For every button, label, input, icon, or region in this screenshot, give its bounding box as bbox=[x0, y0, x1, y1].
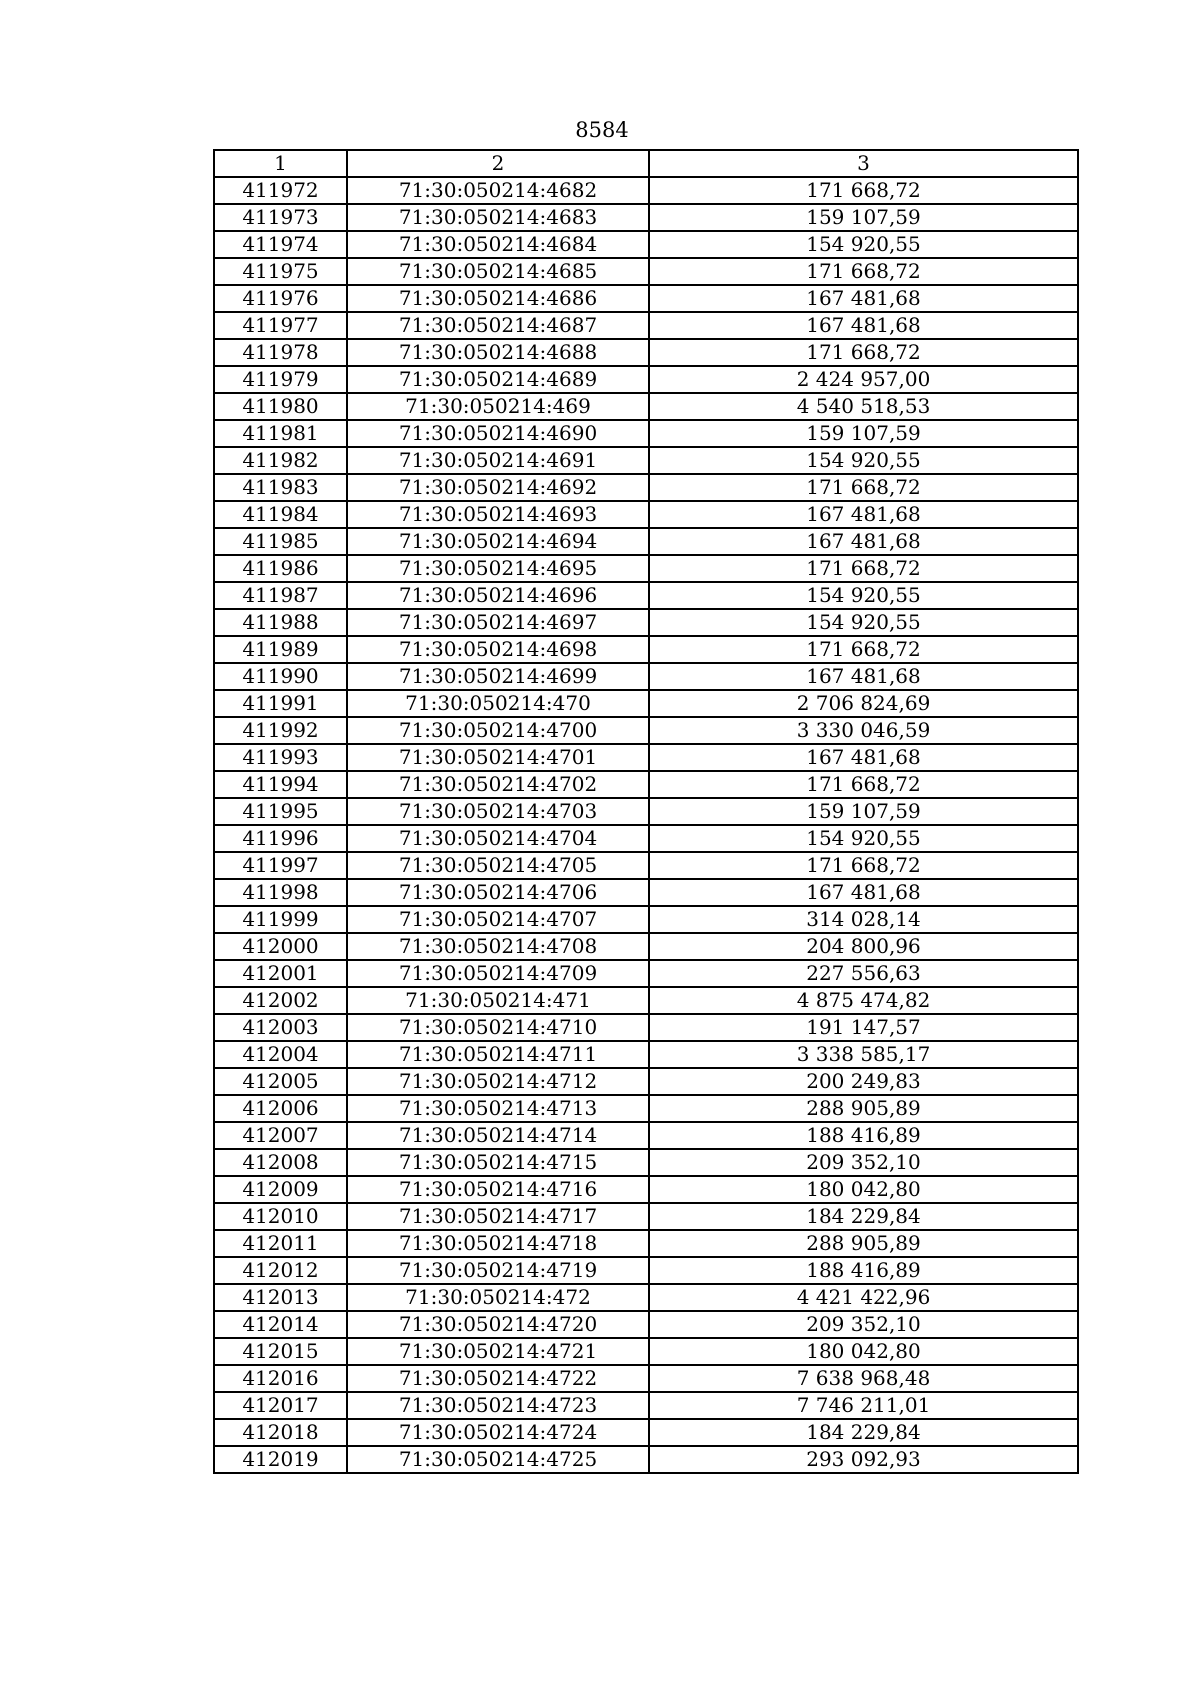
row-number-cell: 412009 bbox=[214, 1176, 347, 1203]
cadastral-number-cell: 71:30:050214:4706 bbox=[347, 879, 649, 906]
value-cell: 171 668,72 bbox=[649, 339, 1078, 366]
table-row bbox=[214, 1311, 1078, 1338]
row-number-cell: 412012 bbox=[214, 1257, 347, 1284]
value-cell: 171 668,72 bbox=[649, 636, 1078, 663]
table-row bbox=[214, 1257, 1078, 1284]
table-row bbox=[214, 798, 1078, 825]
cadastral-number-cell: 71:30:050214:4703 bbox=[347, 798, 649, 825]
row-number-cell: 411994 bbox=[214, 771, 347, 798]
column-header-1: 1 bbox=[214, 150, 347, 177]
table-row bbox=[214, 447, 1078, 474]
table-row bbox=[214, 474, 1078, 501]
table-row bbox=[214, 1122, 1078, 1149]
value-cell: 180 042,80 bbox=[649, 1176, 1078, 1203]
value-cell: 167 481,68 bbox=[649, 879, 1078, 906]
row-number-cell: 412006 bbox=[214, 1095, 347, 1122]
row-number-cell: 411987 bbox=[214, 582, 347, 609]
value-cell: 209 352,10 bbox=[649, 1149, 1078, 1176]
value-cell: 154 920,55 bbox=[649, 609, 1078, 636]
value-cell: 188 416,89 bbox=[649, 1257, 1078, 1284]
table-row bbox=[214, 1446, 1078, 1473]
value-cell: 154 920,55 bbox=[649, 582, 1078, 609]
table-row bbox=[214, 393, 1078, 420]
page-number: 8584 bbox=[575, 118, 629, 142]
value-cell: 184 229,84 bbox=[649, 1203, 1078, 1230]
header-row bbox=[214, 150, 1078, 177]
cadastral-number-cell: 71:30:050214:4694 bbox=[347, 528, 649, 555]
table-body bbox=[214, 177, 1078, 1473]
row-number-cell: 411999 bbox=[214, 906, 347, 933]
value-cell: 314 028,14 bbox=[649, 906, 1078, 933]
cadastral-number-cell: 71:30:050214:471 bbox=[347, 987, 649, 1014]
row-number-cell: 411991 bbox=[214, 690, 347, 717]
table-row bbox=[214, 717, 1078, 744]
value-cell: 288 905,89 bbox=[649, 1230, 1078, 1257]
row-number-cell: 412002 bbox=[214, 987, 347, 1014]
table-row bbox=[214, 1203, 1078, 1230]
value-cell: 293 092,93 bbox=[649, 1446, 1078, 1473]
cadastral-number-cell: 71:30:050214:4698 bbox=[347, 636, 649, 663]
value-cell: 171 668,72 bbox=[649, 177, 1078, 204]
cadastral-number-cell: 71:30:050214:4714 bbox=[347, 1122, 649, 1149]
value-cell: 180 042,80 bbox=[649, 1338, 1078, 1365]
value-cell: 171 668,72 bbox=[649, 771, 1078, 798]
row-number-cell: 411981 bbox=[214, 420, 347, 447]
cadastral-number-cell: 71:30:050214:4707 bbox=[347, 906, 649, 933]
value-cell: 3 338 585,17 bbox=[649, 1041, 1078, 1068]
value-cell: 200 249,83 bbox=[649, 1068, 1078, 1095]
value-cell: 7 638 968,48 bbox=[649, 1365, 1078, 1392]
cadastral-number-cell: 71:30:050214:4709 bbox=[347, 960, 649, 987]
value-cell: 171 668,72 bbox=[649, 852, 1078, 879]
value-cell: 2 424 957,00 bbox=[649, 366, 1078, 393]
value-cell: 171 668,72 bbox=[649, 555, 1078, 582]
row-number-cell: 411990 bbox=[214, 663, 347, 690]
cadastral-number-cell: 71:30:050214:4711 bbox=[347, 1041, 649, 1068]
value-cell: 159 107,59 bbox=[649, 204, 1078, 231]
table-row bbox=[214, 987, 1078, 1014]
row-number-cell: 411993 bbox=[214, 744, 347, 771]
cadastral-number-cell: 71:30:050214:4704 bbox=[347, 825, 649, 852]
cadastral-number-cell: 71:30:050214:4689 bbox=[347, 366, 649, 393]
table-row bbox=[214, 1095, 1078, 1122]
value-cell: 4 421 422,96 bbox=[649, 1284, 1078, 1311]
row-number-cell: 411995 bbox=[214, 798, 347, 825]
row-number-cell: 411986 bbox=[214, 555, 347, 582]
cadastral-number-cell: 71:30:050214:4695 bbox=[347, 555, 649, 582]
value-cell: 167 481,68 bbox=[649, 501, 1078, 528]
cadastral-number-cell: 71:30:050214:4692 bbox=[347, 474, 649, 501]
row-number-cell: 412013 bbox=[214, 1284, 347, 1311]
cadastral-number-cell: 71:30:050214:472 bbox=[347, 1284, 649, 1311]
row-number-cell: 411972 bbox=[214, 177, 347, 204]
cadastral-number-cell: 71:30:050214:4718 bbox=[347, 1230, 649, 1257]
table-row bbox=[214, 258, 1078, 285]
column-header-2: 2 bbox=[347, 150, 649, 177]
table-header bbox=[214, 150, 1078, 177]
value-cell: 159 107,59 bbox=[649, 798, 1078, 825]
table-row bbox=[214, 744, 1078, 771]
cadastral-number-cell: 71:30:050214:4725 bbox=[347, 1446, 649, 1473]
row-number-cell: 411992 bbox=[214, 717, 347, 744]
value-cell: 167 481,68 bbox=[649, 528, 1078, 555]
value-cell: 188 416,89 bbox=[649, 1122, 1078, 1149]
value-cell: 154 920,55 bbox=[649, 825, 1078, 852]
cadastral-number-cell: 71:30:050214:4702 bbox=[347, 771, 649, 798]
table-row bbox=[214, 690, 1078, 717]
table-row bbox=[214, 555, 1078, 582]
row-number-cell: 412008 bbox=[214, 1149, 347, 1176]
table-row bbox=[214, 420, 1078, 447]
cadastral-number-cell: 71:30:050214:470 bbox=[347, 690, 649, 717]
value-cell: 154 920,55 bbox=[649, 447, 1078, 474]
row-number-cell: 412007 bbox=[214, 1122, 347, 1149]
table-row bbox=[214, 204, 1078, 231]
table-row bbox=[214, 636, 1078, 663]
row-number-cell: 412005 bbox=[214, 1068, 347, 1095]
value-cell: 191 147,57 bbox=[649, 1014, 1078, 1041]
table-row bbox=[214, 771, 1078, 798]
row-number-cell: 411982 bbox=[214, 447, 347, 474]
table-row bbox=[214, 528, 1078, 555]
cadastral-number-cell: 71:30:050214:4723 bbox=[347, 1392, 649, 1419]
row-number-cell: 412010 bbox=[214, 1203, 347, 1230]
table-row bbox=[214, 609, 1078, 636]
row-number-cell: 411980 bbox=[214, 393, 347, 420]
row-number-cell: 411985 bbox=[214, 528, 347, 555]
cadastral-number-cell: 71:30:050214:4715 bbox=[347, 1149, 649, 1176]
table-row bbox=[214, 1230, 1078, 1257]
value-cell: 159 107,59 bbox=[649, 420, 1078, 447]
row-number-cell: 412003 bbox=[214, 1014, 347, 1041]
table-row bbox=[214, 501, 1078, 528]
table-row bbox=[214, 1149, 1078, 1176]
row-number-cell: 411979 bbox=[214, 366, 347, 393]
value-cell: 7 746 211,01 bbox=[649, 1392, 1078, 1419]
value-cell: 154 920,55 bbox=[649, 231, 1078, 258]
table-row bbox=[214, 177, 1078, 204]
table-row bbox=[214, 231, 1078, 258]
table-row bbox=[214, 339, 1078, 366]
cadastral-number-cell: 71:30:050214:4699 bbox=[347, 663, 649, 690]
row-number-cell: 411996 bbox=[214, 825, 347, 852]
cadastral-number-cell: 71:30:050214:4696 bbox=[347, 582, 649, 609]
table-row bbox=[214, 1041, 1078, 1068]
row-number-cell: 412011 bbox=[214, 1230, 347, 1257]
cadastral-number-cell: 71:30:050214:4701 bbox=[347, 744, 649, 771]
value-cell: 4 875 474,82 bbox=[649, 987, 1078, 1014]
cadastral-number-cell: 71:30:050214:4724 bbox=[347, 1419, 649, 1446]
row-number-cell: 412019 bbox=[214, 1446, 347, 1473]
cadastral-number-cell: 71:30:050214:4682 bbox=[347, 177, 649, 204]
table-row bbox=[214, 1419, 1078, 1446]
cadastral-number-cell: 71:30:050214:4697 bbox=[347, 609, 649, 636]
row-number-cell: 412004 bbox=[214, 1041, 347, 1068]
cadastral-number-cell: 71:30:050214:4716 bbox=[347, 1176, 649, 1203]
column-header-3: 3 bbox=[649, 150, 1078, 177]
cadastral-number-cell: 71:30:050214:469 bbox=[347, 393, 649, 420]
value-cell: 3 330 046,59 bbox=[649, 717, 1078, 744]
table-row bbox=[214, 1392, 1078, 1419]
table-row bbox=[214, 663, 1078, 690]
row-number-cell: 412017 bbox=[214, 1392, 347, 1419]
row-number-cell: 412000 bbox=[214, 933, 347, 960]
cadastral-number-cell: 71:30:050214:4722 bbox=[347, 1365, 649, 1392]
cadastral-number-cell: 71:30:050214:4710 bbox=[347, 1014, 649, 1041]
registry-table bbox=[213, 149, 1079, 1474]
table-row bbox=[214, 1338, 1078, 1365]
cadastral-number-cell: 71:30:050214:4686 bbox=[347, 285, 649, 312]
cadastral-number-cell: 71:30:050214:4713 bbox=[347, 1095, 649, 1122]
row-number-cell: 412001 bbox=[214, 960, 347, 987]
value-cell: 171 668,72 bbox=[649, 474, 1078, 501]
value-cell: 167 481,68 bbox=[649, 312, 1078, 339]
cadastral-number-cell: 71:30:050214:4687 bbox=[347, 312, 649, 339]
cadastral-number-cell: 71:30:050214:4721 bbox=[347, 1338, 649, 1365]
row-number-cell: 412018 bbox=[214, 1419, 347, 1446]
table-row bbox=[214, 582, 1078, 609]
value-cell: 2 706 824,69 bbox=[649, 690, 1078, 717]
table-row bbox=[214, 852, 1078, 879]
table-row bbox=[214, 1014, 1078, 1041]
row-number-cell: 411978 bbox=[214, 339, 347, 366]
row-number-cell: 411997 bbox=[214, 852, 347, 879]
table-row bbox=[214, 285, 1078, 312]
cadastral-number-cell: 71:30:050214:4705 bbox=[347, 852, 649, 879]
row-number-cell: 411988 bbox=[214, 609, 347, 636]
value-cell: 204 800,96 bbox=[649, 933, 1078, 960]
cadastral-number-cell: 71:30:050214:4720 bbox=[347, 1311, 649, 1338]
table-row bbox=[214, 366, 1078, 393]
row-number-cell: 412016 bbox=[214, 1365, 347, 1392]
cadastral-number-cell: 71:30:050214:4685 bbox=[347, 258, 649, 285]
row-number-cell: 411976 bbox=[214, 285, 347, 312]
row-number-cell: 412015 bbox=[214, 1338, 347, 1365]
cadastral-number-cell: 71:30:050214:4717 bbox=[347, 1203, 649, 1230]
value-cell: 167 481,68 bbox=[649, 663, 1078, 690]
row-number-cell: 411998 bbox=[214, 879, 347, 906]
table-row bbox=[214, 1365, 1078, 1392]
row-number-cell: 411983 bbox=[214, 474, 347, 501]
cadastral-number-cell: 71:30:050214:4690 bbox=[347, 420, 649, 447]
row-number-cell: 411984 bbox=[214, 501, 347, 528]
table-row bbox=[214, 960, 1078, 987]
table-row bbox=[214, 1284, 1078, 1311]
value-cell: 167 481,68 bbox=[649, 285, 1078, 312]
table-row bbox=[214, 879, 1078, 906]
row-number-cell: 411977 bbox=[214, 312, 347, 339]
row-number-cell: 411989 bbox=[214, 636, 347, 663]
row-number-cell: 412014 bbox=[214, 1311, 347, 1338]
table-row bbox=[214, 825, 1078, 852]
table-row bbox=[214, 933, 1078, 960]
cadastral-number-cell: 71:30:050214:4719 bbox=[347, 1257, 649, 1284]
cadastral-number-cell: 71:30:050214:4684 bbox=[347, 231, 649, 258]
cadastral-number-cell: 71:30:050214:4683 bbox=[347, 204, 649, 231]
value-cell: 171 668,72 bbox=[649, 258, 1078, 285]
cadastral-number-cell: 71:30:050214:4691 bbox=[347, 447, 649, 474]
value-cell: 4 540 518,53 bbox=[649, 393, 1078, 420]
cadastral-number-cell: 71:30:050214:4708 bbox=[347, 933, 649, 960]
cadastral-number-cell: 71:30:050214:4693 bbox=[347, 501, 649, 528]
cadastral-number-cell: 71:30:050214:4700 bbox=[347, 717, 649, 744]
row-number-cell: 411974 bbox=[214, 231, 347, 258]
row-number-cell: 411975 bbox=[214, 258, 347, 285]
cadastral-number-cell: 71:30:050214:4712 bbox=[347, 1068, 649, 1095]
table-row bbox=[214, 1176, 1078, 1203]
table-row bbox=[214, 1068, 1078, 1095]
row-number-cell: 411973 bbox=[214, 204, 347, 231]
table-row bbox=[214, 906, 1078, 933]
cadastral-number-cell: 71:30:050214:4688 bbox=[347, 339, 649, 366]
value-cell: 288 905,89 bbox=[649, 1095, 1078, 1122]
table-row bbox=[214, 312, 1078, 339]
value-cell: 209 352,10 bbox=[649, 1311, 1078, 1338]
value-cell: 184 229,84 bbox=[649, 1419, 1078, 1446]
value-cell: 167 481,68 bbox=[649, 744, 1078, 771]
value-cell: 227 556,63 bbox=[649, 960, 1078, 987]
